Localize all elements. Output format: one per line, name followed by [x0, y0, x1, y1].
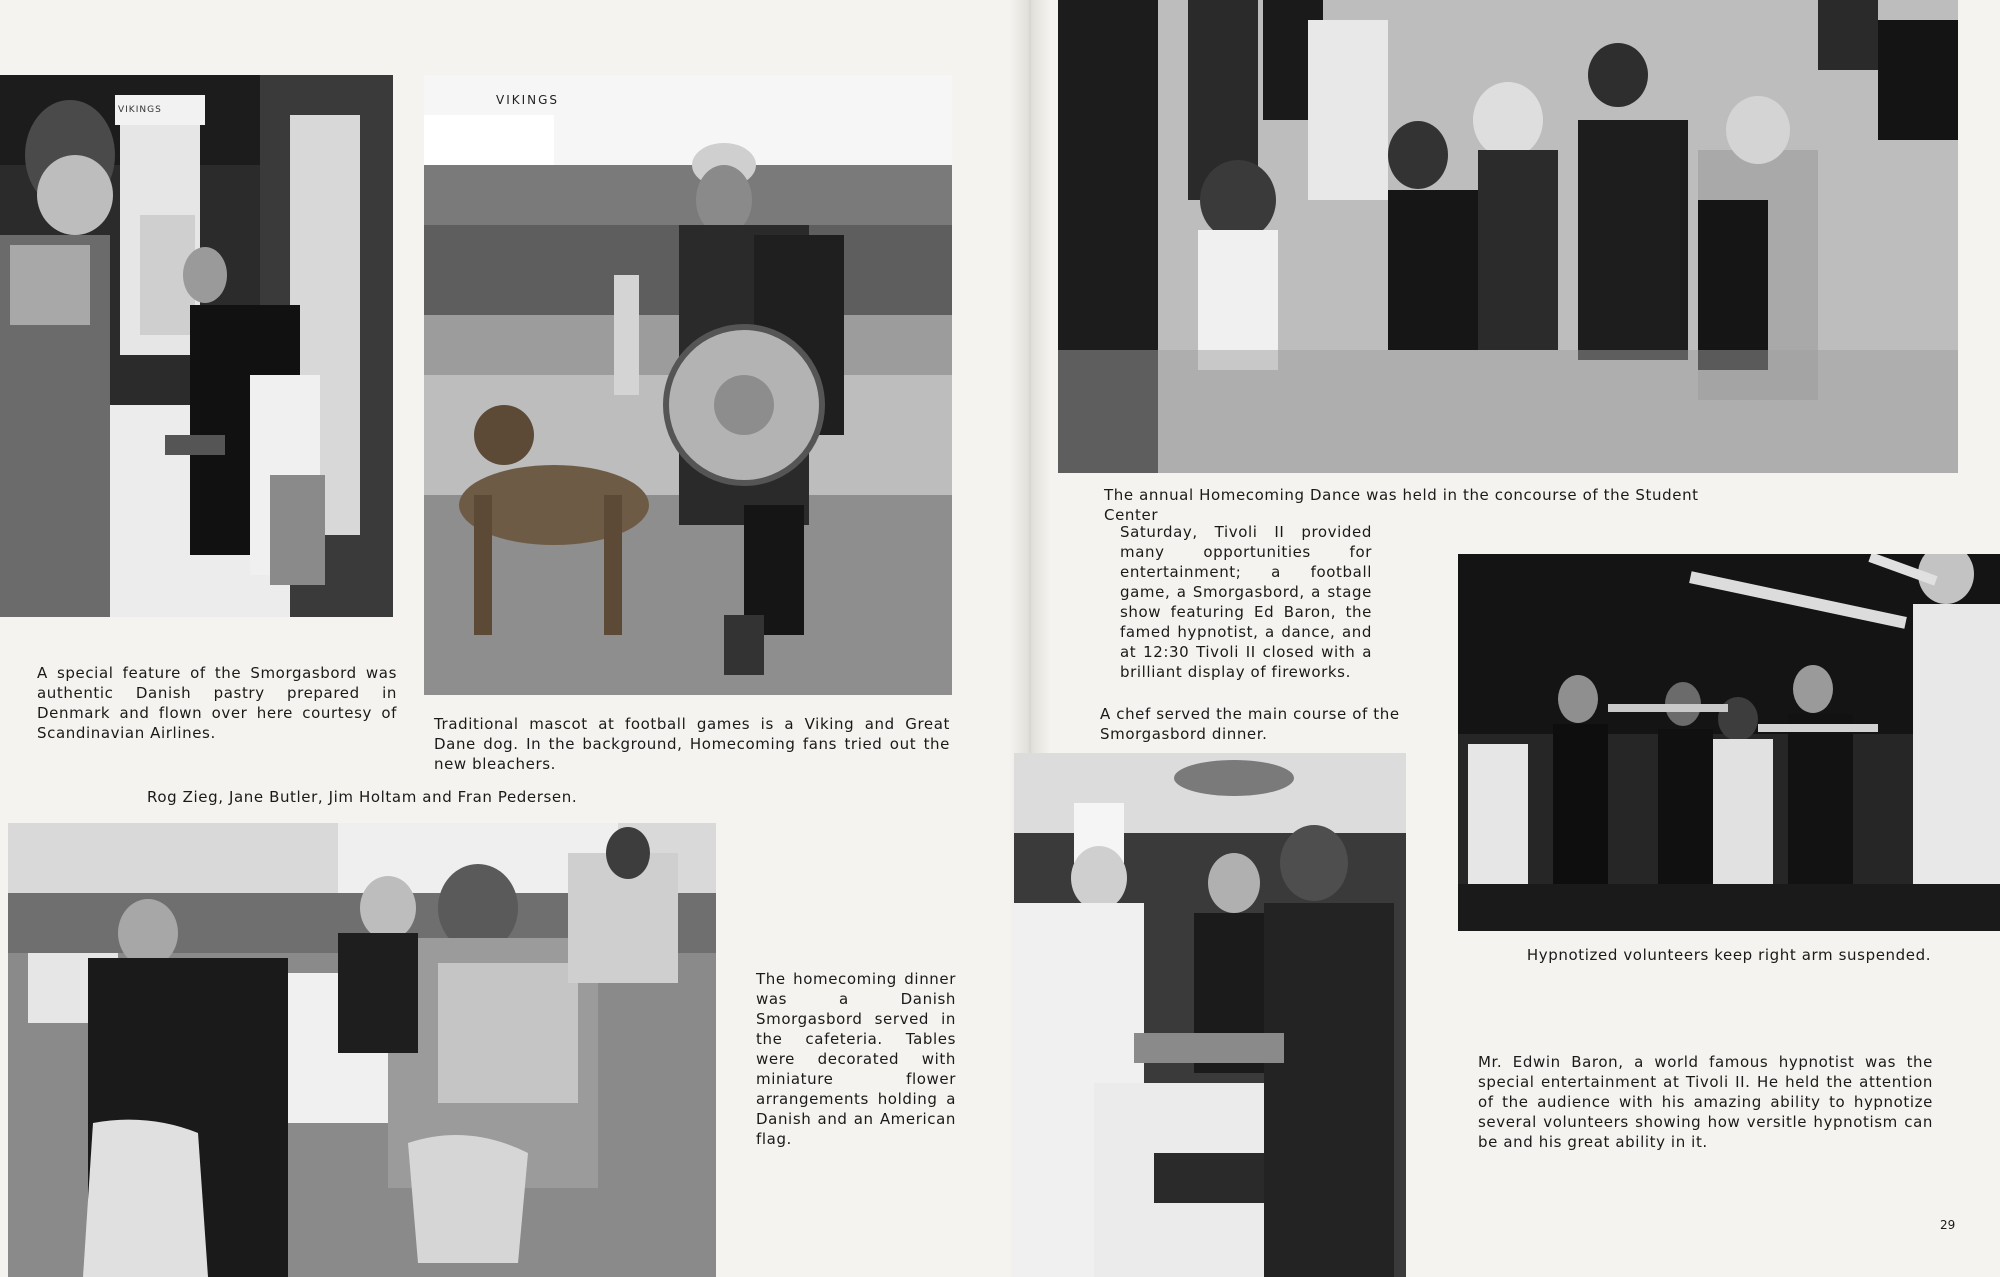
- caption-names: Rog Zieg, Jane Butler, Jim Holtam and Fran Pedersen.: [147, 788, 578, 806]
- photo-hypnotized-volunteers: [1458, 554, 2000, 931]
- caption-dinner: The homecoming dinner was a Danish Smorgasbord served in the cafeteria. Tables were decorated with miniature flower arrangements holding a Danish and an American flag.: [756, 970, 956, 1148]
- caption-hypnotized: Hypnotized volunteers keep right arm suspended.: [1526, 946, 1932, 964]
- caption-baron: Mr. Edwin Baron, a world famous hypnotist was the special entertainment at Tivoli II. He held the attention of the audience with his amazing ability to hypnotize several volunteers showing how versitle hypnotism can be and his great ability in it.: [1478, 1053, 1933, 1151]
- caption-mascot: Traditional mascot at football games is a Viking and Great Dane dog. In the background, Homecoming fans tried out the new bleachers.: [434, 715, 950, 773]
- caption-dance: The annual Homecoming Dance was held in the concourse of the Student Center: [1104, 486, 1699, 524]
- caption-pastry: A special feature of the Smorgasbord was authentic Danish pastry prepared in Denmark and flown over here courtesy of Scandinavian Airlines.: [37, 664, 397, 742]
- photo-chef-serving: [1014, 753, 1406, 1277]
- photo-homecoming-dance: [1058, 0, 1958, 473]
- photo-viking-mascot: [424, 75, 952, 695]
- caption-saturday: Saturday, Tivoli II provided many opportunities for entertainment; a football game, a Smorgasbord, a stage show featuring Ed Baron, the famed hypnotist, a dance, and at 12:30 Tivoli II closed with a brilliant display of fireworks.: [1120, 523, 1372, 681]
- caption-chef: A chef served the main course of the Smorgasbord dinner.: [1100, 705, 1400, 743]
- page-number: 29: [1940, 1218, 1956, 1232]
- photo-homecoming-dinner: [8, 823, 716, 1277]
- bleacher-sign-text: VIKINGS: [496, 93, 560, 107]
- photo-smorgasbord-pastry: [0, 75, 393, 617]
- pastry-sign-text: VIKINGS: [118, 105, 162, 115]
